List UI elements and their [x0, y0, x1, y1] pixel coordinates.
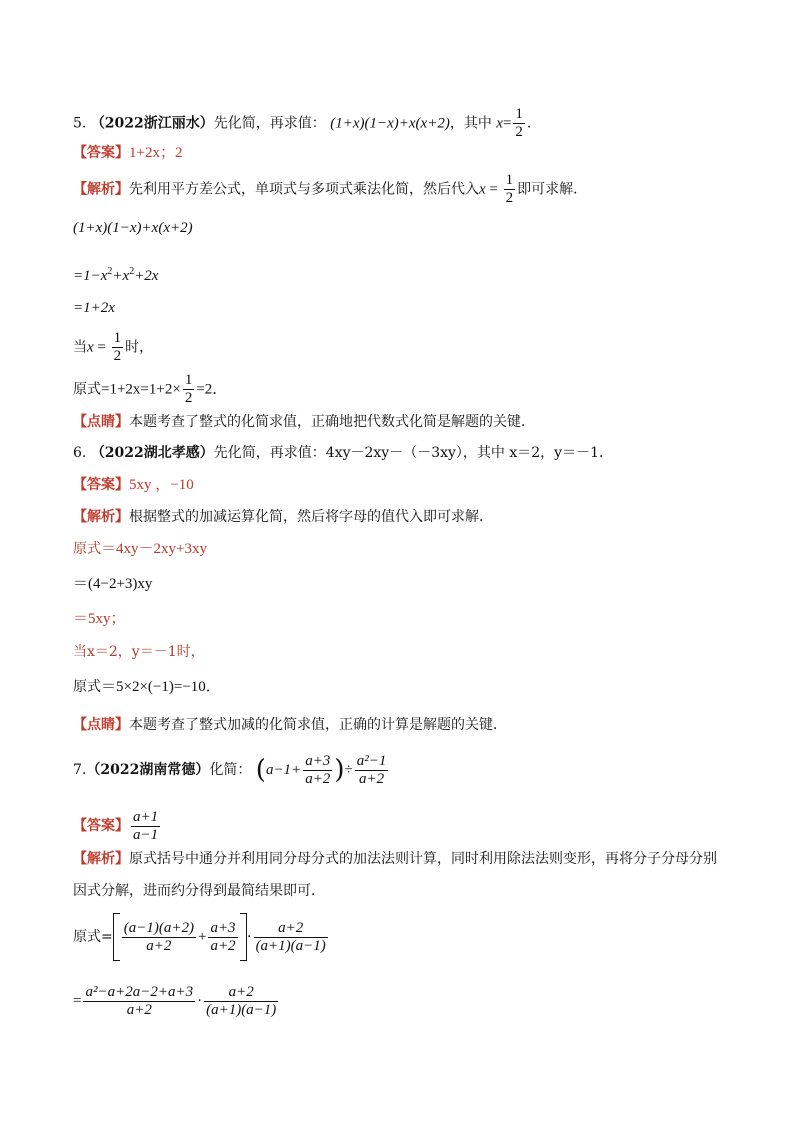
a5-step3: =1+2x [73, 300, 115, 316]
frac-num: a+3 [305, 752, 331, 769]
q5-frac-den: 2 [515, 124, 523, 140]
a7-s2-fraction-2 [204, 984, 278, 1019]
a6-comment [73, 715, 507, 735]
a6-orig-pre: 原式 [73, 679, 101, 695]
frac-den: a+2 [126, 1001, 152, 1018]
q5-end: . [526, 115, 532, 132]
q7-div: ÷ [344, 762, 353, 778]
a6-orig-expr: ＝5×2×(−1)=−10． [101, 679, 221, 695]
a7-analysis [73, 849, 717, 869]
a7-step1 [73, 912, 330, 962]
sup: 2 [107, 266, 113, 277]
a6-comment-text: 本题考查了整式加减的化简求值，正确的计算是解题的关键． [129, 717, 507, 733]
left-bracket [113, 913, 120, 961]
a5-orig-fraction [183, 372, 195, 407]
a5-when [73, 330, 153, 365]
q6-stem: 先化简，再求值：4xy－2xy－（－3xy），其中 x＝2，y＝－1． [213, 445, 613, 461]
a5-comment-text: 本题考查了整式的化简求值，正确地把代数式化简是解题的关键． [129, 414, 535, 430]
frac-den: a−1 [133, 826, 159, 843]
frac-num: a+2 [254, 920, 328, 938]
q5-frac-num: 1 [515, 106, 523, 122]
answer-label: 【答案】 [73, 818, 129, 834]
a5-analysis-pre: 先利用平方差公式，单项式与多项式乘法化简，然后代入 [129, 181, 479, 198]
q5-source: （2022浙江丽水） [90, 115, 214, 132]
dot: · [246, 929, 252, 945]
a5-when-eq: = [93, 339, 110, 356]
comment-label: 【点睛】 [73, 414, 129, 430]
a5-analysis-post: 即可求解． [517, 181, 588, 198]
sup: 2 [129, 266, 135, 277]
a5-orig-post: =2． [196, 381, 228, 398]
a5-analysis-fraction [504, 172, 516, 207]
a7-s1-fraction-2 [208, 920, 237, 955]
frac-num: a²−1 [356, 752, 387, 769]
plus: + [197, 929, 207, 945]
analysis-label: 【解析】 [73, 181, 129, 198]
answer-label: 【答案】 [73, 477, 129, 493]
a5-step2 [73, 262, 158, 286]
q5-line [73, 106, 531, 141]
frac-den: (a+1)(a−1) [206, 1001, 277, 1018]
a5-answer-text: 1+2x；2 [129, 145, 183, 161]
frac-den: 2 [113, 348, 122, 364]
a7-analysis-line1: 原式括号中通分并利用同分母分式的加法法则计算，同时利用除法法则变形，再将分子分母分别 [129, 851, 717, 867]
frac-num: (a−1)(a+2) [123, 919, 194, 936]
a6-answer-text: 5xy ，−10 [129, 477, 194, 493]
a7-s1-fraction-1 [122, 920, 196, 955]
a5-analysis [73, 172, 587, 207]
a5-step2-b: +x [112, 268, 130, 284]
a5-orig-pre: 原式 [73, 381, 101, 398]
equals: = [73, 993, 82, 1009]
a5-when-post: 时， [125, 339, 154, 356]
dot: · [197, 993, 203, 1009]
q7-fraction-2 [355, 753, 389, 788]
a7-s1-fraction-3 [254, 920, 328, 955]
q5-cond-eq: = [502, 115, 512, 132]
a5-step2-a: =1−x [73, 268, 108, 284]
frac-num: a+1 [133, 808, 159, 825]
q7-source: （2022湖南常德） [86, 762, 210, 778]
right-bracket [240, 913, 247, 961]
q5-cond-var: x [496, 115, 503, 132]
right-paren: ) [334, 755, 345, 785]
answer-label: 【答案】 [73, 145, 129, 161]
a6-step1-expr: ＝4xy－2xy+3xy [101, 541, 207, 557]
a5-analysis-eq: = [485, 181, 502, 198]
a5-orig-mid: =1+2x=1+2× [101, 381, 181, 398]
a7-step2 [73, 976, 280, 1026]
left-paren: ( [255, 755, 266, 785]
q6-number: 6. [73, 445, 87, 461]
q7-line [73, 750, 390, 790]
frac-den: 2 [505, 190, 514, 206]
a5-step2-c: +2x [134, 268, 159, 284]
analysis-label: 【解析】 [73, 851, 129, 867]
analysis-label: 【解析】 [73, 509, 129, 525]
q5-stem: 先化简，再求值： [213, 115, 326, 132]
q5-where: ，其中 [449, 115, 492, 132]
q5-expression: (1+x)(1−x)+x(x+2) [330, 115, 450, 132]
a5-when-var: x [87, 339, 94, 356]
a6-orig [73, 677, 221, 697]
a5-analysis-var: x [479, 181, 486, 198]
q7-number: 7. [73, 762, 87, 778]
a7-answer [73, 806, 162, 846]
q5-fraction [513, 106, 525, 141]
a7-s2-fraction-1 [83, 984, 195, 1019]
a6-answer [73, 475, 194, 495]
frac-num: a+3 [210, 919, 236, 936]
a5-step1: (1+x)(1−x)+x(x+2) [73, 220, 193, 236]
frac-den: (a+1)(a−1) [255, 937, 326, 954]
frac-den: a+2 [358, 770, 385, 787]
a5-answer [73, 143, 182, 163]
a7-answer-fraction [131, 809, 160, 844]
q7-fraction-1 [303, 753, 332, 788]
a6-step1 [73, 539, 207, 559]
comment-label: 【点睛】 [73, 717, 129, 733]
q5-number: 5. [73, 115, 87, 132]
frac-den: a+2 [210, 937, 236, 954]
frac-den: a+2 [305, 770, 331, 787]
a5-orig [73, 372, 227, 407]
q6-line [73, 443, 613, 463]
a6-analysis [73, 507, 493, 527]
a5-when-pre: 当 [73, 339, 87, 356]
q7-stem: 化简： [209, 762, 252, 778]
a7-analysis-line2: 因式分解，进而约分得到最简结果即可． [73, 883, 325, 899]
a6-analysis-text: 根据整式的加减运算化简，然后将字母的值代入即可求解． [129, 509, 493, 525]
a5-comment [73, 412, 535, 432]
a6-step2: ＝(4−2+3)xy [73, 576, 153, 592]
frac-den: 2 [184, 390, 193, 406]
a6-when: 当x＝2，y＝－1时， [73, 644, 205, 660]
a5-when-fraction [112, 330, 124, 365]
frac-num: a²−a+2a−2+a+3 [85, 983, 194, 1000]
q7-expr-a: a−1+ [265, 762, 302, 778]
frac-num: 1 [184, 372, 193, 388]
q6-source: （2022湖北孝感） [90, 445, 214, 461]
a7-orig-pre: 原式= [73, 929, 113, 945]
a6-step3: ＝5xy； [73, 611, 126, 627]
frac-num: 1 [113, 330, 122, 346]
frac-num: a+2 [204, 984, 278, 1002]
a6-step1-pre: 原式 [73, 541, 101, 557]
frac-num: 1 [505, 172, 514, 188]
frac-den: a+2 [146, 937, 172, 954]
